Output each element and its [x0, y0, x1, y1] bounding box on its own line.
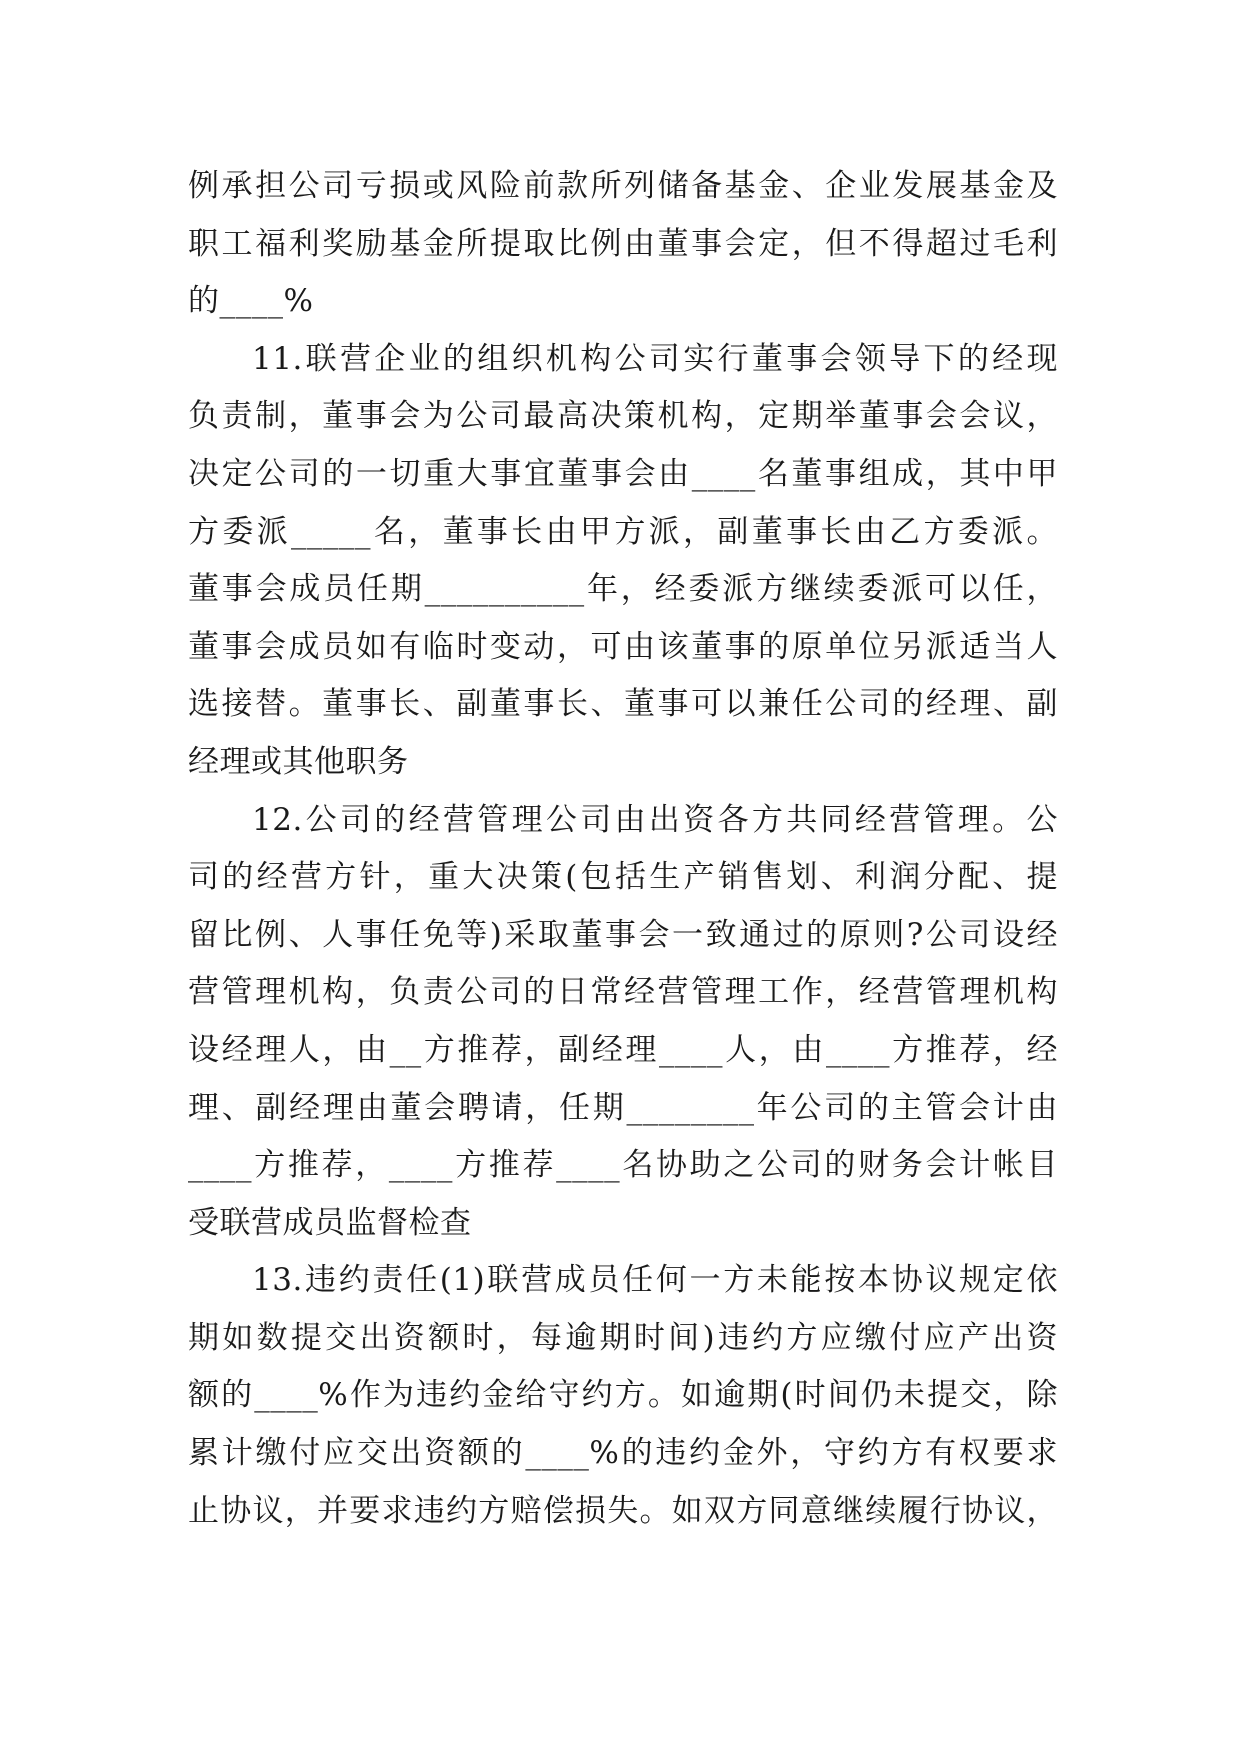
text-line: 理、副经理由董会聘请，任期________年公司的主管会计由 [188, 1089, 1058, 1126]
text-line: 负责制，董事会为公司最高决策机构，定期举董事会会议， [188, 398, 1058, 435]
text-line: 止协议，并要求违约方赔偿损失。如双方同意继续履行协议， [188, 1492, 1058, 1529]
text-line: 决定公司的一切重大事宜董事会由____名董事组成，其中甲 [188, 455, 1058, 492]
text-line: 累计缴付应交出资额的____%的违约金外，守约方有权要求 [188, 1435, 1058, 1472]
text-line: 司的经营方针，重大决策(包括生产销售划、利润分配、提 [188, 859, 1058, 896]
text-line: 董事会成员如有临时变动，可由该董事的原单位另派适当人 [188, 628, 1058, 665]
text-line: 11.联营企业的组织机构公司实行董事会领导下的经现 [252, 340, 1058, 377]
text-line: 设经理人，由__方推荐，副经理____人，由____方推荐，经 [188, 1031, 1058, 1068]
text-line: 12.公司的经营管理公司由出资各方共同经营管理。公 [252, 801, 1058, 838]
text-line: 留比例、人事任免等)采取董事会一致通过的原则?公司设经 [188, 916, 1058, 953]
text-line: 的____% [188, 283, 314, 320]
text-line: 方委派_____名，董事长由甲方派，副董事长由乙方委派。 [188, 513, 1058, 550]
text-line: 期如数提交出资额时，每逾期时间)违约方应缴付应产出资 [188, 1319, 1058, 1356]
text-line: 13.违约责任(1)联营成员任何一方未能按本协议规定依 [252, 1262, 1058, 1299]
text-line: 经理或其他职务 [188, 743, 409, 780]
text-line: ____方推荐，____方推荐____名协助之公司的财务会计帐目 [188, 1147, 1058, 1184]
text-line: 选接替。董事长、副董事长、董事可以兼任公司的经理、副 [188, 686, 1058, 723]
text-line: 职工福利奖励基金所提取比例由董事会定，但不得超过毛利 [188, 225, 1058, 262]
text-line: 例承担公司亏损或风险前款所列储备基金、企业发展基金及 [188, 168, 1058, 204]
text-line: 受联营成员监督检查 [188, 1204, 472, 1241]
text-line: 董事会成员任期__________年，经委派方继续委派可以任， [188, 571, 1058, 608]
text-line: 营管理机构，负责公司的日常经营管理工作，经营管理机构 [188, 974, 1058, 1011]
text-line: 额的____%作为违约金给守约方。如逾期(时间仍未提交，除 [188, 1377, 1058, 1414]
document-body [188, 158, 1058, 1540]
